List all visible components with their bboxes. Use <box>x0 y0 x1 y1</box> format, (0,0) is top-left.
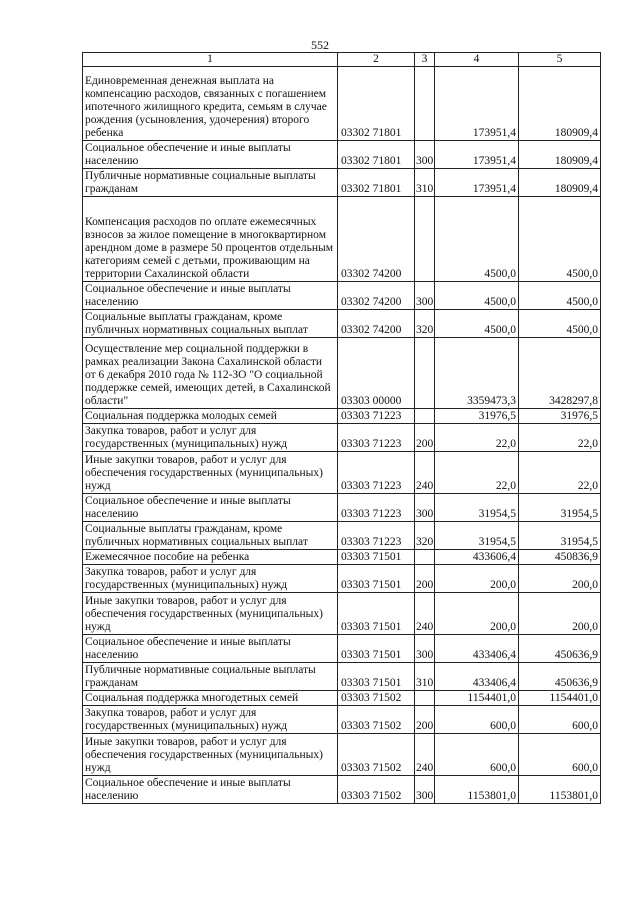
table-row <box>83 197 601 282</box>
row-type <box>415 338 435 409</box>
row-code: 03302 74200 <box>338 197 415 282</box>
row-value-2024: 180909,4 <box>519 67 601 141</box>
row-value-2024: 450836,9 <box>519 550 601 565</box>
table-row <box>83 593 601 635</box>
row-value-2024: 22,0 <box>519 424 601 452</box>
row-value-2024: 3428297,8 <box>519 338 601 409</box>
row-value-2023: 600,0 <box>435 734 519 776</box>
table-row <box>83 310 601 338</box>
row-name: Социальное обеспечение и иные выплаты населению <box>83 494 338 522</box>
row-name: Социальные выплаты гражданам, кроме публичных нормативных социальных выплат <box>83 310 338 338</box>
row-code: 03303 71501 <box>338 593 415 635</box>
row-code: 03303 71501 <box>338 550 415 565</box>
table-row <box>83 282 601 310</box>
row-type <box>415 67 435 141</box>
row-value-2024: 200,0 <box>519 565 601 593</box>
table-row <box>83 424 601 452</box>
row-value-2023: 31954,5 <box>435 494 519 522</box>
table-row <box>83 452 601 494</box>
row-value-2024: 31954,5 <box>519 522 601 550</box>
row-code: 03302 74200 <box>338 282 415 310</box>
row-code: 03303 71223 <box>338 494 415 522</box>
row-value-2024: 4500,0 <box>519 310 601 338</box>
row-value-2023: 4500,0 <box>435 197 519 282</box>
row-value-2024: 31976,5 <box>519 409 601 424</box>
row-code: 03302 71801 <box>338 141 415 169</box>
row-code: 03302 71801 <box>338 169 415 197</box>
row-value-2024: 180909,4 <box>519 169 601 197</box>
row-value-2024: 600,0 <box>519 734 601 776</box>
row-value-2023: 4500,0 <box>435 310 519 338</box>
row-name: Социальная поддержка многодетных семей <box>83 691 338 706</box>
row-value-2023: 433406,4 <box>435 663 519 691</box>
row-name: Иные закупки товаров, работ и услуг для обеспечения государственных (муниципальных) нужд <box>83 452 338 494</box>
row-code: 03303 71502 <box>338 776 415 804</box>
row-type: 240 <box>415 593 435 635</box>
row-name: Социальное обеспечение и иные выплаты населению <box>83 776 338 804</box>
table-row <box>83 550 601 565</box>
row-value-2023: 22,0 <box>435 452 519 494</box>
row-name: Единовременная денежная выплата на компенсацию расходов, связанных с погашением ипотечного жилищного кредита, семьям в случае рождения (усыновления, удочерения) второго ребенка <box>83 67 338 141</box>
row-code: 03303 71223 <box>338 424 415 452</box>
row-code: 03302 71801 <box>338 67 415 141</box>
row-value-2024: 600,0 <box>519 706 601 734</box>
budget-table <box>82 52 601 804</box>
row-name: Социальная поддержка молодых семей <box>83 409 338 424</box>
header-col-5: 5 <box>519 53 601 67</box>
row-type: 240 <box>415 734 435 776</box>
table-header-row <box>83 53 601 67</box>
row-code: 03303 71502 <box>338 691 415 706</box>
row-type: 300 <box>415 494 435 522</box>
row-value-2024: 4500,0 <box>519 197 601 282</box>
row-value-2024: 180909,4 <box>519 141 601 169</box>
row-type <box>415 691 435 706</box>
row-value-2023: 433406,4 <box>435 635 519 663</box>
table-row <box>83 522 601 550</box>
row-type: 300 <box>415 282 435 310</box>
row-name: Ежемесячное пособие на ребенка <box>83 550 338 565</box>
row-type: 320 <box>415 310 435 338</box>
header-col-2: 2 <box>338 53 415 67</box>
row-value-2023: 31976,5 <box>435 409 519 424</box>
row-code: 03303 71223 <box>338 522 415 550</box>
table-row <box>83 635 601 663</box>
row-value-2024: 1154401,0 <box>519 691 601 706</box>
row-name: Социальное обеспечение и иные выплаты населению <box>83 282 338 310</box>
row-code: 03303 71502 <box>338 706 415 734</box>
row-value-2023: 600,0 <box>435 706 519 734</box>
row-type <box>415 409 435 424</box>
header-col-3: 3 <box>415 53 435 67</box>
row-value-2023: 173951,4 <box>435 169 519 197</box>
row-type: 300 <box>415 141 435 169</box>
row-type: 320 <box>415 522 435 550</box>
row-name: Компенсация расходов по оплате ежемесячных взносов за жилое помещение в многоквартирном арендном доме в размере 50 процентов отдельным категориям семей с детьми, проживающим на территории Сахалинской области <box>83 197 338 282</box>
table-row <box>83 706 601 734</box>
row-value-2024: 4500,0 <box>519 282 601 310</box>
row-name: Осуществление мер социальной поддержки в рамках реализации Закона Сахалинской области от 6 декабря 2010 года № 112-ЗО "О социальной поддержке семей, имеющих детей, в Сахалинской области" <box>83 338 338 409</box>
row-code: 03303 71502 <box>338 734 415 776</box>
row-name: Социальное обеспечение и иные выплаты населению <box>83 635 338 663</box>
table-row <box>83 776 601 804</box>
row-name: Социальное обеспечение и иные выплаты населению <box>83 141 338 169</box>
table-row <box>83 734 601 776</box>
row-type: 240 <box>415 452 435 494</box>
row-value-2024: 22,0 <box>519 452 601 494</box>
row-value-2023: 31954,5 <box>435 522 519 550</box>
row-value-2023: 200,0 <box>435 565 519 593</box>
table-row <box>83 67 601 141</box>
row-code: 03303 71501 <box>338 635 415 663</box>
row-code: 03303 71501 <box>338 663 415 691</box>
row-code: 03303 00000 <box>338 338 415 409</box>
row-value-2023: 3359473,3 <box>435 338 519 409</box>
row-name: Закупка товаров, работ и услуг для государственных (муниципальных) нужд <box>83 565 338 593</box>
table-row <box>83 494 601 522</box>
row-type: 200 <box>415 424 435 452</box>
row-type <box>415 550 435 565</box>
table-row <box>83 409 601 424</box>
row-name: Иные закупки товаров, работ и услуг для обеспечения государственных (муниципальных) нужд <box>83 593 338 635</box>
row-name: Публичные нормативные социальные выплаты гражданам <box>83 663 338 691</box>
row-value-2023: 4500,0 <box>435 282 519 310</box>
table-row <box>83 663 601 691</box>
row-value-2024: 31954,5 <box>519 494 601 522</box>
row-code: 03303 71223 <box>338 409 415 424</box>
row-type <box>415 197 435 282</box>
row-value-2023: 22,0 <box>435 424 519 452</box>
row-value-2023: 200,0 <box>435 593 519 635</box>
table-row <box>83 338 601 409</box>
header-col-1: 1 <box>83 53 338 67</box>
row-name: Публичные нормативные социальные выплаты гражданам <box>83 169 338 197</box>
row-type: 200 <box>415 706 435 734</box>
row-code: 03303 71501 <box>338 565 415 593</box>
row-value-2023: 173951,4 <box>435 67 519 141</box>
row-value-2023: 1154401,0 <box>435 691 519 706</box>
row-code: 03303 71223 <box>338 452 415 494</box>
page-number: 552 <box>311 38 329 52</box>
row-name: Иные закупки товаров, работ и услуг для обеспечения государственных (муниципальных) нужд <box>83 734 338 776</box>
row-value-2024: 1153801,0 <box>519 776 601 804</box>
table-row <box>83 169 601 197</box>
header-col-4: 4 <box>435 53 519 67</box>
row-value-2024: 450636,9 <box>519 635 601 663</box>
row-type: 310 <box>415 169 435 197</box>
row-name: Закупка товаров, работ и услуг для государственных (муниципальных) нужд <box>83 424 338 452</box>
table-row <box>83 141 601 169</box>
row-type: 300 <box>415 776 435 804</box>
row-value-2023: 1153801,0 <box>435 776 519 804</box>
table-row <box>83 691 601 706</box>
row-name: Социальные выплаты гражданам, кроме публичных нормативных социальных выплат <box>83 522 338 550</box>
row-code: 03302 74200 <box>338 310 415 338</box>
row-type: 310 <box>415 663 435 691</box>
row-type: 200 <box>415 565 435 593</box>
row-value-2023: 173951,4 <box>435 141 519 169</box>
row-value-2023: 433606,4 <box>435 550 519 565</box>
row-name: Закупка товаров, работ и услуг для государственных (муниципальных) нужд <box>83 706 338 734</box>
row-type: 300 <box>415 635 435 663</box>
row-value-2024: 450636,9 <box>519 663 601 691</box>
row-value-2024: 200,0 <box>519 593 601 635</box>
table-row <box>83 565 601 593</box>
